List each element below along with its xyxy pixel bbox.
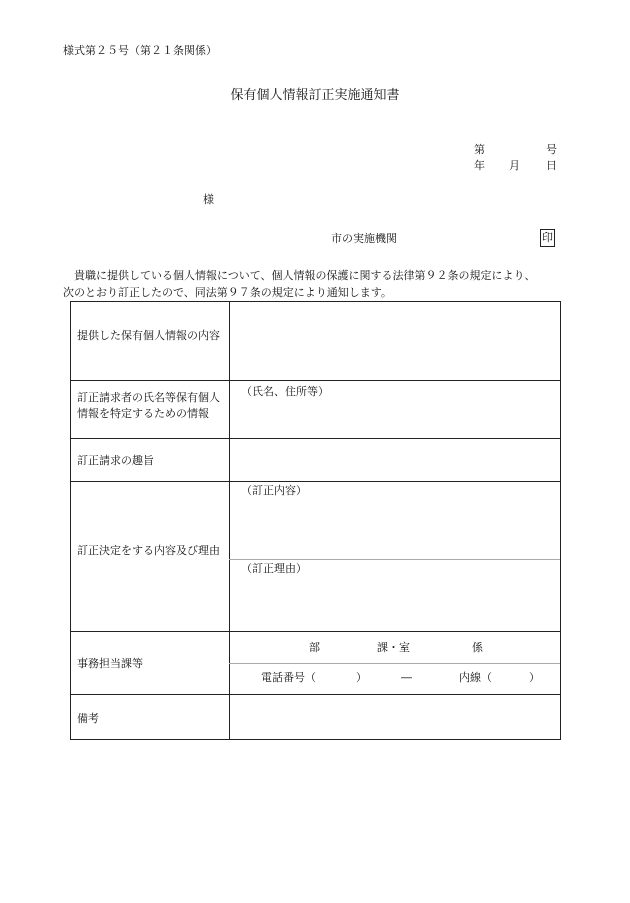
addressee-honorific: 様 [203,193,214,206]
row-divider [71,631,560,632]
row-request-purpose-label: 訂正請求の趣旨 [77,454,154,467]
date-month-label: 月 [509,159,520,172]
row-provided-info-label: 提供した保有個人情報の内容 [77,329,220,342]
date-day-label: 日 [546,159,557,172]
row-remarks-label: 備考 [77,712,99,725]
requester-name-address-note: （氏名、住所等） [241,385,329,398]
notice-form-table [70,301,561,740]
document-number-suffix: 号 [546,143,557,156]
contact-phone-close: ） [356,671,367,684]
contact-subsection: 係 [472,641,483,654]
row-divider [71,380,560,381]
notice-body-line-2: 次のとおり訂正したので、同法第９７条の規定により通知します。 [63,285,392,299]
issuer-label: 市の実施機関 [331,232,397,245]
row-divider [71,694,560,695]
contact-section: 課・室 [377,641,410,654]
row-office-in-charge-label: 事務担当課等 [77,657,143,670]
contact-department: 部 [309,641,320,654]
row-correction-decision-label: 訂正決定をする内容及び理由 [77,544,220,557]
table-column-divider [229,302,230,739]
notice-body [63,268,573,301]
document-number-prefix: 第 [474,143,485,156]
row-divider [71,438,560,439]
form-number: 様式第２５号（第２１条関係） [63,44,217,57]
correction-content-note: （訂正内容） [241,484,307,497]
document-title: 保有個人情報訂正実施通知書 [230,88,400,103]
contact-extension-close: ） [529,671,540,684]
contact-sub-divider [229,663,560,664]
contact-phone-label: 電話番号（ [261,671,316,684]
row-divider [71,481,560,482]
notice-body-line-1: 貴職に提供している個人情報について、個人情報の保護に関する法律第９２条の規定により、 [63,269,536,282]
date-year-label: 年 [474,159,485,172]
correction-reason-note: （訂正理由） [241,562,307,575]
seal-box: 印 [540,229,555,247]
contact-phone-dash: ― [401,671,412,684]
contact-extension-label: 内線（ [459,671,492,684]
row-requester-info-label: 訂正請求者の氏名等保有個人情報を特定するための情報 [77,391,220,420]
correction-sub-divider [229,559,560,560]
